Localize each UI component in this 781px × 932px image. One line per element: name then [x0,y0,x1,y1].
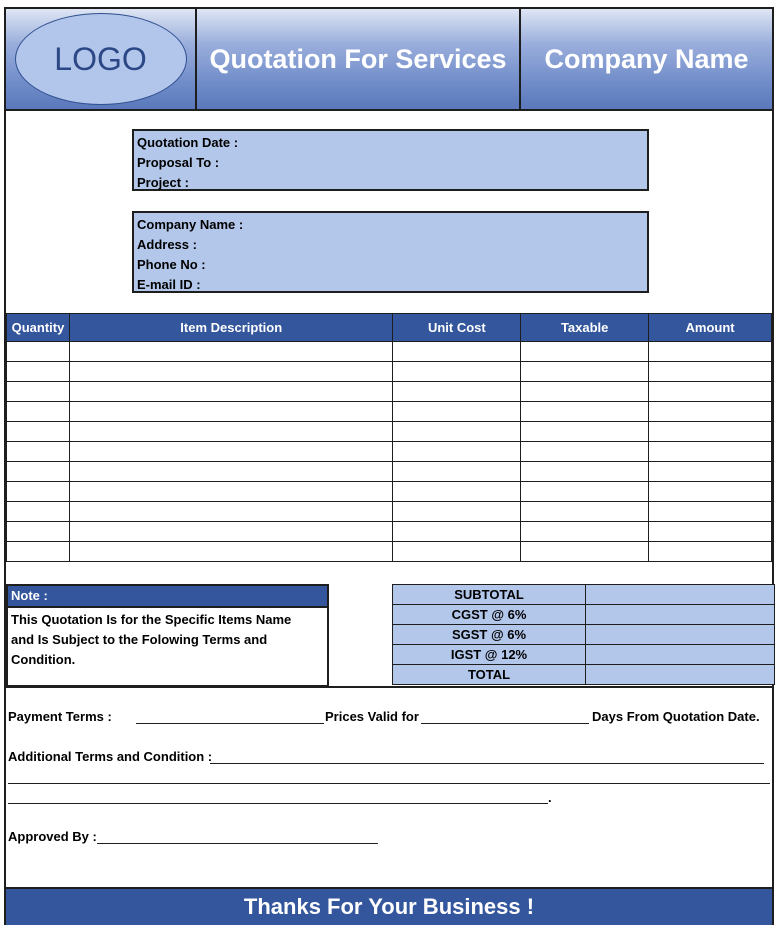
table-row [7,442,772,462]
terms-divider [6,686,772,688]
footer-thanks: Thanks For Your Business ! [6,887,772,925]
sgst-label: SGST @ 6% [393,625,586,645]
taxable-cell[interactable] [521,442,649,462]
company-name-title: Company Name [521,9,772,109]
taxable-cell[interactable] [521,522,649,542]
note-box [6,584,329,687]
total-label: TOTAL [393,665,586,685]
approved-by-line[interactable] [97,843,378,844]
quantity-cell[interactable] [7,502,70,522]
amount-cell[interactable] [649,422,772,442]
quantity-cell[interactable] [7,462,70,482]
col-unit-cost: Unit Cost [393,314,521,342]
taxable-cell[interactable] [521,482,649,502]
table-row [7,342,772,362]
additional-terms-period: . [548,790,552,805]
additional-terms-label: Additional Terms and Condition : [8,749,213,764]
cgst-value[interactable] [586,605,775,625]
item-description-cell[interactable] [69,542,393,562]
total-value[interactable] [586,665,775,685]
amount-cell[interactable] [649,542,772,562]
item-description-cell[interactable] [69,462,393,482]
table-header-row [7,314,772,342]
col-quantity: Quantity [7,314,70,342]
unit-cost-cell[interactable] [393,342,521,362]
quantity-cell[interactable] [7,342,70,362]
note-line-2: and Is Subject to the Folowing Terms and Condition. [11,632,268,667]
unit-cost-cell[interactable] [393,462,521,482]
quantity-cell[interactable] [7,362,70,382]
item-description-cell[interactable] [69,422,393,442]
additional-terms-line-1[interactable] [210,763,764,764]
table-row [7,462,772,482]
approved-by-label: Approved By : [8,829,97,844]
igst-label: IGST @ 12% [393,645,586,665]
taxable-cell[interactable] [521,462,649,482]
company-info-box [132,211,649,293]
taxable-cell[interactable] [521,402,649,422]
quotation-date-field[interactable]: Quotation Date : [137,135,239,150]
prices-valid-label: Prices Valid for [325,709,419,724]
unit-cost-cell[interactable] [393,422,521,442]
project-field[interactable]: Project : [137,175,190,190]
table-row [7,502,772,522]
amount-cell[interactable] [649,522,772,542]
email-field[interactable]: E-mail ID : [137,277,201,292]
cgst-row [393,605,775,625]
prices-valid-line[interactable] [421,723,589,724]
table-row [7,542,772,562]
taxable-cell[interactable] [521,542,649,562]
item-description-cell[interactable] [69,382,393,402]
subtotal-row [393,585,775,605]
proposal-to-field[interactable]: Proposal To : [137,155,220,170]
amount-cell[interactable] [649,402,772,422]
table-row [7,382,772,402]
quantity-cell[interactable] [7,482,70,502]
unit-cost-cell[interactable] [393,542,521,562]
quotation-info-box [132,129,649,191]
taxable-cell[interactable] [521,362,649,382]
col-amount: Amount [649,314,772,342]
quotation-form [4,7,774,925]
table-row [7,522,772,542]
address-field[interactable]: Address : [137,237,197,252]
unit-cost-cell[interactable] [393,482,521,502]
item-description-cell[interactable] [69,362,393,382]
taxable-cell[interactable] [521,382,649,402]
sgst-value[interactable] [586,625,775,645]
table-row [7,422,772,442]
note-label: Note : [8,586,327,608]
table-row [7,402,772,422]
total-row [393,665,775,685]
note-line-1: This Quotation Is for the Specific Items Name [11,612,292,627]
quantity-cell[interactable] [7,402,70,422]
unit-cost-cell[interactable] [393,502,521,522]
amount-cell[interactable] [649,462,772,482]
cgst-label: CGST @ 6% [393,605,586,625]
item-description-cell[interactable] [69,442,393,462]
totals-table [392,584,775,685]
item-description-cell[interactable] [69,342,393,362]
unit-cost-cell[interactable] [393,382,521,402]
items-table [6,314,772,562]
amount-cell[interactable] [649,442,772,462]
quantity-cell[interactable] [7,442,70,462]
note-text [8,608,327,672]
unit-cost-cell[interactable] [393,402,521,422]
sgst-row [393,625,775,645]
amount-cell[interactable] [649,362,772,382]
col-taxable: Taxable [521,314,649,342]
subtotal-value[interactable] [586,585,775,605]
taxable-cell[interactable] [521,502,649,522]
amount-cell[interactable] [649,342,772,362]
quantity-cell[interactable] [7,542,70,562]
unit-cost-cell[interactable] [393,442,521,462]
quantity-cell[interactable] [7,422,70,442]
items-table-body [7,342,772,562]
igst-row [393,645,775,665]
unit-cost-cell[interactable] [393,362,521,382]
logo: LOGO [15,13,187,105]
col-item-description: Item Description [69,314,393,342]
quantity-cell[interactable] [7,382,70,402]
payment-terms-line[interactable] [136,723,324,724]
quantity-cell[interactable] [7,522,70,542]
table-row [7,362,772,382]
amount-cell[interactable] [649,482,772,502]
logo-cell [6,9,197,109]
item-description-cell[interactable] [69,482,393,502]
payment-terms-label: Payment Terms : [8,709,112,724]
additional-terms-line-3[interactable] [8,803,548,804]
unit-cost-cell[interactable] [393,522,521,542]
taxable-cell[interactable] [521,422,649,442]
subtotal-label: SUBTOTAL [393,585,586,605]
amount-cell[interactable] [649,382,772,402]
phone-field[interactable]: Phone No : [137,257,206,272]
header [6,9,772,111]
igst-value[interactable] [586,645,775,665]
days-from-label: Days From Quotation Date. [592,709,760,724]
item-description-cell[interactable] [69,522,393,542]
document-title: Quotation For Services [197,9,521,109]
additional-terms-line-2[interactable] [8,783,770,784]
taxable-cell[interactable] [521,342,649,362]
item-description-cell[interactable] [69,402,393,422]
item-description-cell[interactable] [69,502,393,522]
amount-cell[interactable] [649,502,772,522]
company-name-field[interactable]: Company Name : [137,217,244,232]
table-row [7,482,772,502]
